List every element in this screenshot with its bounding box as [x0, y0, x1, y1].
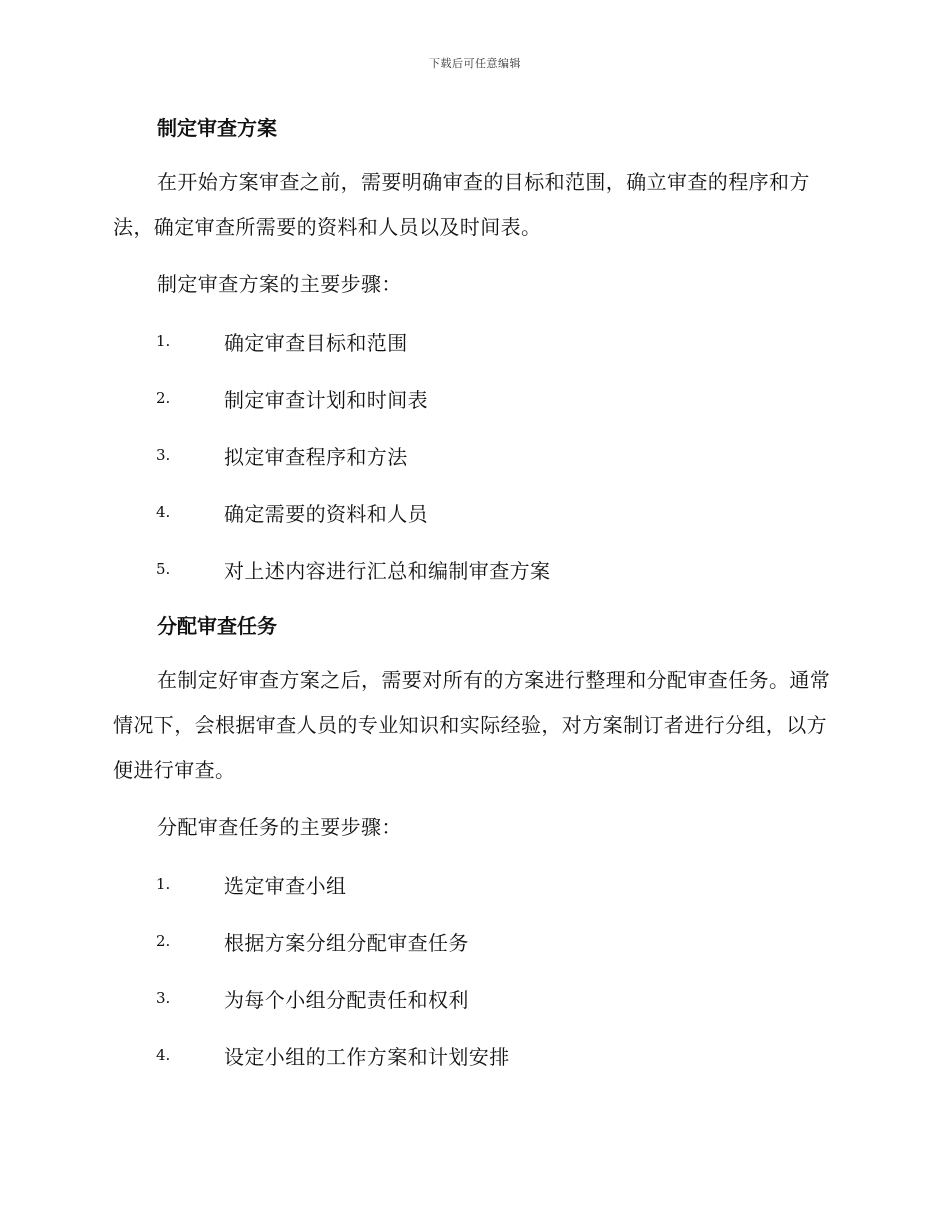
- list-item-text: 为每个小组分配责任和权利: [224, 987, 469, 1012]
- list-item-number: 5.: [156, 560, 171, 578]
- list-item: [113, 380, 838, 416]
- list-item: [113, 1037, 838, 1073]
- list-item: [113, 551, 838, 587]
- list-item-text: 制定审查计划和时间表: [224, 387, 428, 412]
- list-item-number: 4.: [156, 503, 171, 521]
- section-heading-assign: 分配审查任务: [157, 614, 277, 638]
- section-paragraph-assign: 在制定好审查方案之后，需要对所有的方案进行整理和分配审查任务。通常情况下，会根据审查人员的专业知识和实际经验，对方案制订者进行分组，以方便进行审查。: [113, 668, 831, 782]
- list-item-number: 3.: [156, 989, 171, 1007]
- section-paragraph-plan: 在开始方案审查之前，需要明确审查的目标和范围，确立审查的程序和方法，确定审查所需要的资料和人员以及时间表。: [113, 170, 810, 239]
- list-item-number: 1.: [156, 332, 171, 350]
- list-item-number: 2.: [156, 932, 171, 950]
- list-item-text: 设定小组的工作方案和计划安排: [224, 1044, 510, 1069]
- list-item-text: 对上述内容进行汇总和编制审查方案: [224, 558, 551, 583]
- list-item: [113, 923, 838, 959]
- steps-intro-plan: 制定审查方案的主要步骤：: [157, 272, 402, 296]
- list-item: [113, 980, 838, 1016]
- list-item-text: 根据方案分组分配审查任务: [224, 930, 469, 955]
- document-body: [113, 110, 838, 1073]
- step-list-assign: [113, 866, 838, 1073]
- list-item-text: 确定需要的资料和人员: [224, 501, 428, 526]
- step-list-plan: [113, 323, 838, 587]
- header-note: 下载后可任意编辑: [429, 57, 521, 70]
- list-item-number: 3.: [156, 446, 171, 464]
- steps-intro-assign: 分配审查任务的主要步骤：: [157, 815, 402, 839]
- list-item: [113, 323, 838, 359]
- list-item: [113, 437, 838, 473]
- list-item: [113, 494, 838, 530]
- list-item-text: 选定审查小组: [224, 873, 347, 898]
- list-item-number: 4.: [156, 1046, 171, 1064]
- list-item: [113, 866, 838, 902]
- list-item-text: 确定审查目标和范围: [224, 330, 408, 355]
- section-heading-plan: 制定审查方案: [157, 116, 277, 140]
- list-item-text: 拟定审查程序和方法: [224, 444, 408, 469]
- list-item-number: 1.: [156, 875, 171, 893]
- list-item-number: 2.: [156, 389, 171, 407]
